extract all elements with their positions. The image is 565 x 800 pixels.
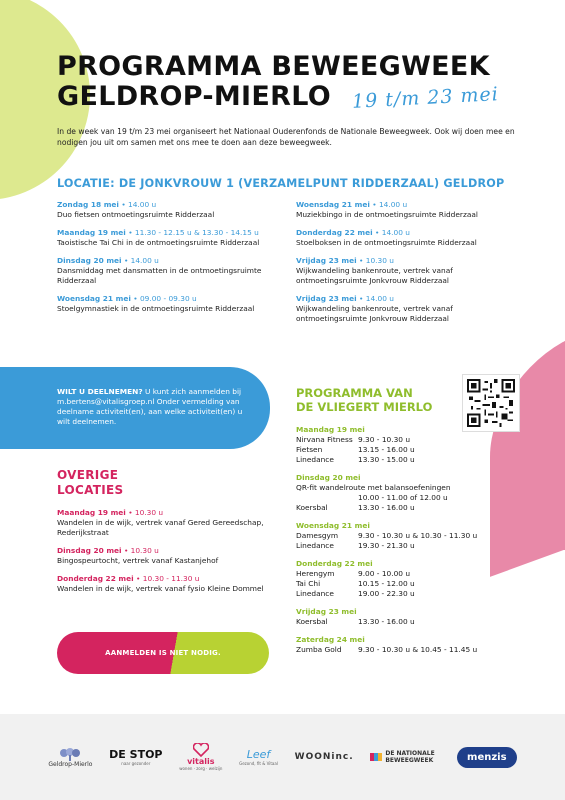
program-day: [296, 635, 526, 655]
logo-nationale-beweegweek: DE NATIONALE BEWEEGWEEK: [370, 750, 440, 764]
activity: [296, 493, 358, 503]
event-item: [57, 508, 277, 538]
event-time: • 10.30 u: [128, 508, 164, 517]
other-events: [57, 508, 277, 602]
activity: Herengym: [296, 569, 335, 578]
event-text: Bingospeurtocht, vertrek vanaf Kastanjehof: [57, 556, 219, 565]
dates-script: 19 t/m 23 mei: [351, 83, 500, 113]
location-heading: LOCATIE: DE JONKVROUW 1 (VERZAMELPUNT RIDDERZAAL) GELDROP: [57, 177, 505, 190]
qr-code[interactable]: [462, 374, 520, 432]
program-row: [296, 569, 526, 579]
location-events-right: [296, 200, 516, 332]
signup-question: WILT U DEELNEMEN?: [57, 387, 143, 396]
event-text: Duo fietsen ontmoetingsruimte Ridderzaal: [57, 210, 215, 219]
program-day-name: Dinsdag 20 mei: [296, 473, 361, 482]
event-item: [296, 256, 516, 286]
event-item: [296, 294, 516, 324]
other-locations-heading: [57, 468, 123, 498]
other-heading-line-1: OVERIGE: [57, 468, 119, 482]
event-text: Wandelen in de wijk, vertrek vanaf fysio Kleine Dommel: [57, 584, 264, 593]
event-day: Maandag 19 mei: [57, 508, 126, 517]
activity: Fietsen: [296, 445, 323, 454]
program-row: [296, 617, 526, 627]
event-time: • 14.00 u: [121, 200, 157, 209]
activity-time: 9.30 - 10.30 u & 10.45 - 11.45 u: [358, 645, 478, 654]
activity-time: 13.30 - 15.00 u: [358, 455, 415, 464]
signup-info-box: [0, 367, 270, 449]
activity-time: 9.30 - 10.30 u & 10.30 - 11.30 u: [358, 531, 478, 540]
program-day-name: Donderdag 22 mei: [296, 559, 373, 568]
logo-de-stop: DE STOP naar gezonder: [109, 748, 163, 766]
activity: Zumba Gold: [296, 645, 342, 654]
program-list: [296, 425, 526, 663]
logo-menzis: menzis: [457, 747, 517, 768]
program-row: [296, 541, 526, 551]
title-line-2: GELDROP-MIERLO: [57, 81, 332, 112]
qr-code-graphic: [467, 379, 515, 427]
program-row: [296, 435, 526, 445]
event-time: • 14.00 u: [123, 256, 159, 265]
activity: Damesgym: [296, 531, 339, 540]
activity-time: 13.30 - 16.00 u: [358, 503, 415, 512]
program-heading: [296, 386, 432, 414]
program-day: [296, 521, 526, 551]
beweegweek-icon: [370, 753, 382, 761]
logo-leef: Leef Gezond, fit & Vitaal: [239, 748, 278, 766]
activity-time: [451, 483, 526, 493]
event-time: • 10.30 u: [123, 546, 159, 555]
activity: Linedance: [296, 455, 334, 464]
activity: Nirvana Fitness: [296, 435, 353, 444]
event-day: Vrijdag 23 mei: [296, 256, 357, 265]
activity: Koersbal: [296, 503, 328, 512]
activity: Linedance: [296, 589, 334, 598]
other-heading-line-2: LOCATIES: [57, 483, 124, 497]
event-day: Woensdag 21 mei: [296, 200, 370, 209]
event-text: Muziekbingo in de ontmoetingsruimte Ridderzaal: [296, 210, 478, 219]
program-row: [296, 493, 526, 503]
activity-time: 9.30 - 10.30 u: [358, 435, 411, 444]
logo-geldrop-mierlo: Geldrop-Mierlo: [48, 747, 92, 768]
program-heading-line-1: PROGRAMMA VAN: [296, 386, 413, 400]
event-text: Wandelen in de wijk, vertrek vanaf Gered Gereedschap, Rederijkstraat: [57, 518, 264, 537]
activity: QR-fit wandelroute met balansoefeningen: [296, 483, 451, 492]
logo-wooninc: WOONinc.: [294, 752, 354, 762]
event-item: [57, 228, 277, 248]
event-text: Stoelgymnastiek in de ontmoetingsruimte Ridderzaal: [57, 304, 255, 313]
event-time: • 11.30 - 12.15 u & 13.30 - 14.15 u: [128, 228, 259, 237]
event-day: Maandag 19 mei: [57, 228, 126, 237]
program-row: [296, 589, 526, 599]
activity-time: 13.30 - 16.00 u: [358, 617, 415, 626]
program-day-name: Zaterdag 24 mei: [296, 635, 365, 644]
program-day: [296, 425, 526, 465]
event-text: Dansmiddag met dansmatten in de ontmoetingsruimte Ridderzaal: [57, 266, 262, 285]
event-item: [57, 546, 277, 566]
event-item: [57, 574, 277, 594]
event-item: [57, 294, 277, 314]
activity-time: 19.00 - 22.30 u: [358, 589, 415, 598]
event-day: Dinsdag 20 mei: [57, 256, 122, 265]
program-day-name: Vrijdag 23 mei: [296, 607, 357, 616]
activity-time: 9.00 - 10.00 u: [358, 569, 411, 578]
activity-time: 19.30 - 21.30 u: [358, 541, 415, 550]
program-day-name: Maandag 19 mei: [296, 425, 365, 434]
event-day: Donderdag 22 mei: [57, 574, 134, 583]
event-day: Vrijdag 23 mei: [296, 294, 357, 303]
event-day: Dinsdag 20 mei: [57, 546, 122, 555]
no-signup-needed-banner: AANMELDEN IS NIET NODIG.: [57, 632, 269, 674]
program-row: [296, 531, 526, 541]
event-text: Wijkwandeling bankenroute, vertrek vanaf ontmoetingsruimte Jonkvrouw Ridderzaal: [296, 304, 453, 323]
event-item: [296, 228, 516, 248]
logo-vitalis: vitalis wonen · zorg · welzijn: [179, 743, 222, 771]
program-row: [296, 579, 526, 589]
program-day: [296, 559, 526, 599]
event-day: Zondag 18 mei: [57, 200, 119, 209]
sponsor-footer: [0, 714, 565, 800]
event-time: • 14.00 u: [375, 228, 410, 237]
event-time: • 09.00 - 09.30 u: [133, 294, 197, 303]
event-text: Taoistische Tai Chi in de ontmoetingsruimte Ridderzaal: [57, 238, 260, 247]
activity-time: 10.15 - 12.00 u: [358, 579, 415, 588]
activity: Linedance: [296, 541, 334, 550]
intro-text: In de week van 19 t/m 23 mei organiseert het Nationaal Ouderenfonds de Nationale Beweegweek. Ook wij doen mee en nodigen jou uit om samen met ons mee te doen aan deze beweegweek.: [57, 127, 515, 147]
event-item: [57, 256, 277, 286]
program-row: [296, 645, 526, 655]
event-text: Stoelboksen in de ontmoetingsruimte Ridderzaal: [296, 238, 477, 247]
program-day: [296, 473, 526, 513]
activity-time: 10.00 - 11.00 of 12.00 u: [358, 493, 448, 502]
activity: Tai Chi: [296, 579, 321, 588]
program-row: [296, 455, 526, 465]
title-line-1: PROGRAMMA BEWEEGWEEK: [57, 51, 490, 82]
geldrop-mierlo-icon: [58, 747, 82, 761]
program-row: [296, 445, 526, 455]
program-day-name: Woensdag 21 mei: [296, 521, 370, 530]
event-text: Wijkwandeling bankenroute, vertrek vanaf ontmoetingsruimte Jonkvrouw Ridderzaal: [296, 266, 453, 285]
program-day: [296, 607, 526, 627]
program-row: [296, 483, 526, 493]
event-day: Woensdag 21 mei: [57, 294, 131, 303]
event-time: • 14.00 u: [372, 200, 408, 209]
program-heading-line-2: DE VLIEGERT MIERLO: [296, 400, 433, 414]
event-day: Donderdag 22 mei: [296, 228, 373, 237]
activity-time: 13.15 - 16.00 u: [358, 445, 415, 454]
activity: Koersbal: [296, 617, 328, 626]
event-item: [57, 200, 277, 220]
program-row: [296, 503, 526, 513]
signup-text: U kunt zich aanmelden bij m.bertens@vitalisgroep.nl Onder vermelding van deelname activiteit(en), aan welke activiteit(en) u wilt deelnemen.: [57, 387, 243, 426]
location-events-left: [57, 200, 277, 322]
event-item: [296, 200, 516, 220]
heart-icon: [193, 743, 209, 757]
event-time: • 10.30 u: [359, 256, 394, 265]
event-time: • 10.30 - 11.30 u: [136, 574, 200, 583]
event-time: • 14.00 u: [359, 294, 394, 303]
